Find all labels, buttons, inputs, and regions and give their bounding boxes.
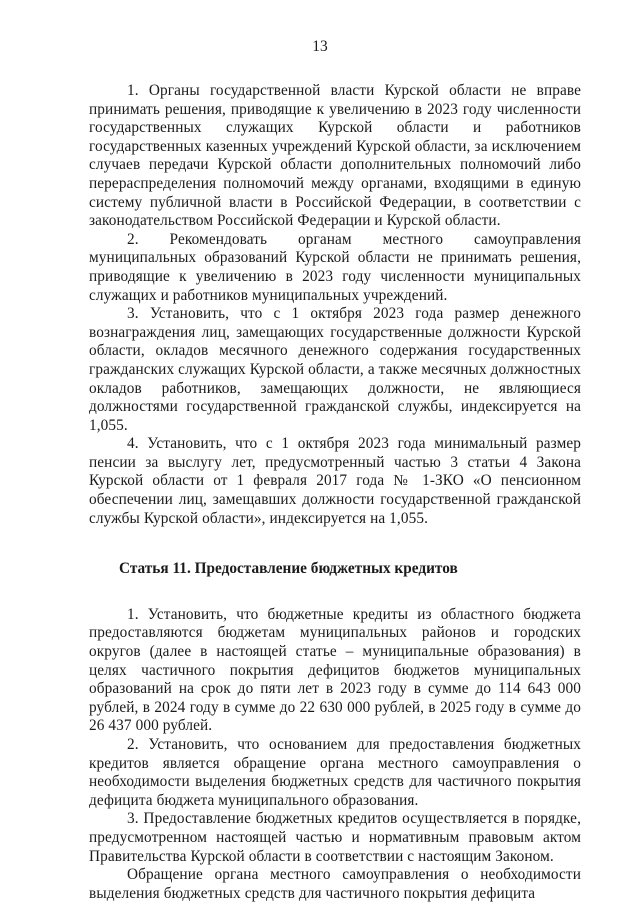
page-number: 13 xyxy=(312,38,328,55)
article-11-part-2: 2. Установить, что основанием для предоставления бюджетных кредитов является обращение органа местного самоуправления о необходимости выделения бюджетных средств для частичного покрытия дефицита бюджета муниципального образования. xyxy=(89,736,581,809)
article-11-part-1: 1. Установить, что бюджетные кредиты из областного бюджета предоставляются бюджетам муниципальных районов и городских округов (далее в настоящей статье – муниципальные образования) в целях частичного покрытия дефицитов бюджетов муниципальных образований на срок до пяти лет в 2023 году в сумме до 114 643 000 рублей, в 2024 году в сумме до 22 630 000 рублей, в 2025 году в сумме до 26 437 000 рублей. xyxy=(89,605,581,735)
article-10-part-3: 3. Установить, что с 1 октября 2023 года размер денежного вознаграждения лиц, замещающих государственные должности Курской области, окладов месячного денежного содержания государственных гражданских служащих Курской области, а также месячных должностных окладов работников, замещающих должности, не являющиеся должностями государственной гражданской службы, индексируется на 1,055. xyxy=(89,305,581,434)
spacer xyxy=(89,528,581,560)
article-10-part-1: 1. Органы государственной власти Курской области не вправе принимать решения, приводящие к увеличению в 2023 году численности государственных служащих Курской области и работников государственных казенных учреждений Курской области, за исключением случаев передачи Курской области дополнительных полномочий либо перераспределения полномочий между органами, входящими в единую систему публичной власти в Российской Федерации, в соответствии с законодательством Российской Федерации и Курской области. xyxy=(89,82,581,230)
spacer xyxy=(89,579,581,606)
article-11-part-3: 3. Предоставление бюджетных кредитов осуществляется в порядке, предусмотренном настоящей частью и нормативным правовым актом Правительства Курской области в соответствии с настоящим Законом. xyxy=(89,810,581,865)
document-body xyxy=(89,82,581,903)
article-10-part-4: 4. Установить, что с 1 октября 2023 года минимальный размер пенсии за выслугу лет, предусмотренный частью 3 статьи 4 Закона Курской области от 1 февраля 2017 года № 1-ЗКО «О пенсионном обеспечении лиц, замещавших должности государственной гражданской службы Курской области», индексируется на 1,055. xyxy=(89,435,581,527)
article-11-part-3-continuation: Обращение органа местного самоуправления о необходимости выделения бюджетных средств для частичного покрытия дефицита xyxy=(89,866,581,902)
article-11-heading: Статья 11. Предоставление бюджетных кредитов xyxy=(119,560,458,578)
article-10-part-2: 2. Рекомендовать органам местного самоуправления муниципальных образований Курской области не принимать решения, приводящие к увеличению в 2023 году численности муниципальных служащих и работников муниципальных учреждений. xyxy=(89,230,581,304)
